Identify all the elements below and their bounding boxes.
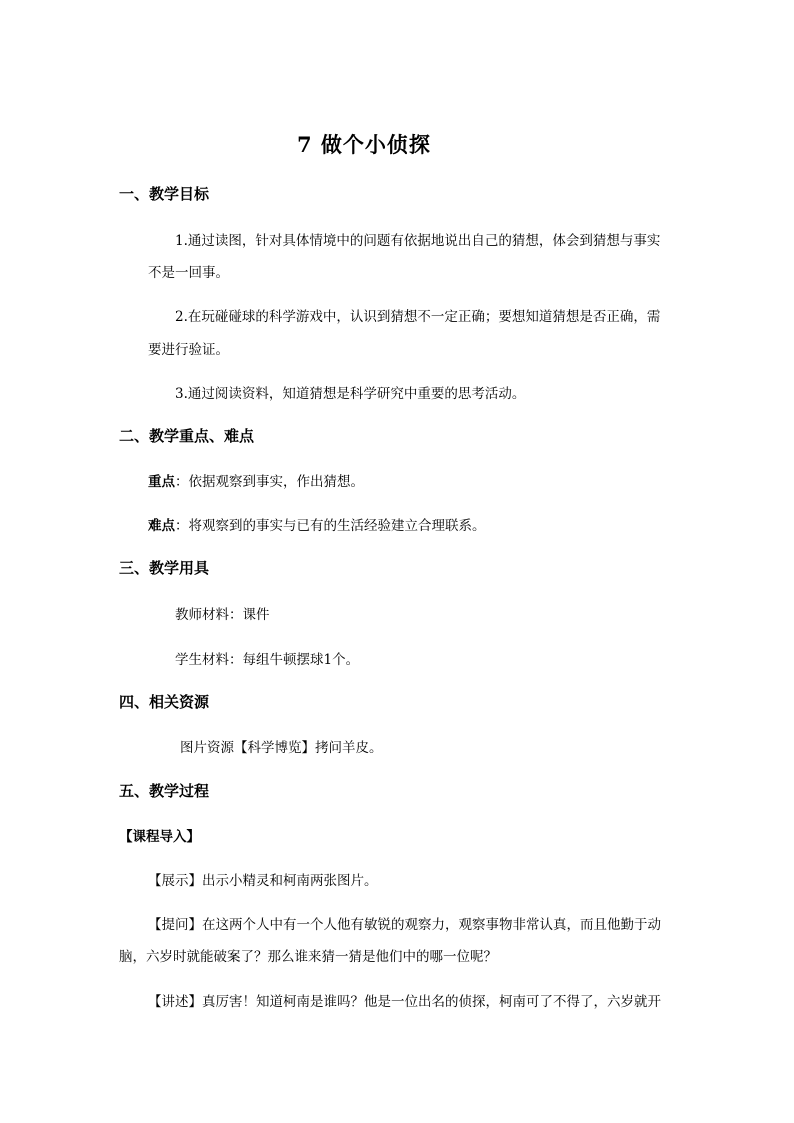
page-title: 7 做个小侦探: [297, 132, 431, 157]
section-heading-goals: 一、教学目标: [119, 185, 210, 203]
student-materials: 学生材料：每组牛顿摆球1个。: [175, 652, 360, 668]
difficulty-text: ：将观察到的事实与已有的生活经验建立合理联系。: [175, 518, 486, 534]
focus-paragraph: [148, 470, 364, 490]
teacher-materials: 教师材料：课件: [175, 607, 270, 623]
resources-text: 图片资源【科学博览】拷问羊皮。: [180, 740, 383, 756]
ask-tag: 【提问】: [148, 917, 202, 933]
goal-1-line-2: 不是一回事。: [148, 265, 229, 281]
talk-paragraph-line-1: [148, 990, 661, 1010]
talk-tag: 【讲述】: [148, 994, 202, 1010]
show-tag: 【展示】: [148, 873, 202, 889]
goal-2-line-2: 要进行验证。: [148, 342, 229, 358]
section-heading-resources: 四、相关资源: [119, 693, 210, 711]
ask-text-line-1: 在这两个人中有一个人他有敏锐的观察力，观察事物非常认真，而且他勤于动: [202, 917, 661, 933]
ask-paragraph-line-1: [148, 913, 661, 933]
goal-2-line-1: 2.在玩碰碰球的科学游戏中，认识到猜想不一定正确；要想知道猜想是否正确，需: [175, 309, 661, 325]
difficulty-label: 难点: [148, 518, 175, 534]
difficulty-paragraph: [148, 514, 486, 534]
goal-3-line-1: 3.通过阅读资料，知道猜想是科学研究中重要的思考活动。: [175, 386, 526, 402]
focus-label: 重点: [148, 474, 175, 490]
ask-text-line-2: 脑，六岁时就能破案了？那么谁来猜一猜是他们中的哪一位呢？: [119, 949, 497, 965]
section-heading-tools: 三、教学用具: [119, 559, 210, 577]
goal-1-line-1: 1.通过读图，针对具体情境中的问题有依据地说出自己的猜想，体会到猜想与事实: [175, 233, 661, 249]
course-intro-label: 【课程导入】: [119, 829, 200, 845]
show-text: 出示小精灵和柯南两张图片。: [202, 873, 378, 889]
section-heading-key-points: 二、教学重点、难点: [119, 427, 255, 445]
talk-text-line-1: 真厉害！知道柯南是谁吗？他是一位出名的侦探，柯南可了不得了，六岁就开: [202, 994, 661, 1010]
focus-text: ：依据观察到事实，作出猜想。: [175, 474, 364, 490]
section-heading-process: 五、教学过程: [119, 782, 210, 800]
show-paragraph: [148, 869, 378, 889]
